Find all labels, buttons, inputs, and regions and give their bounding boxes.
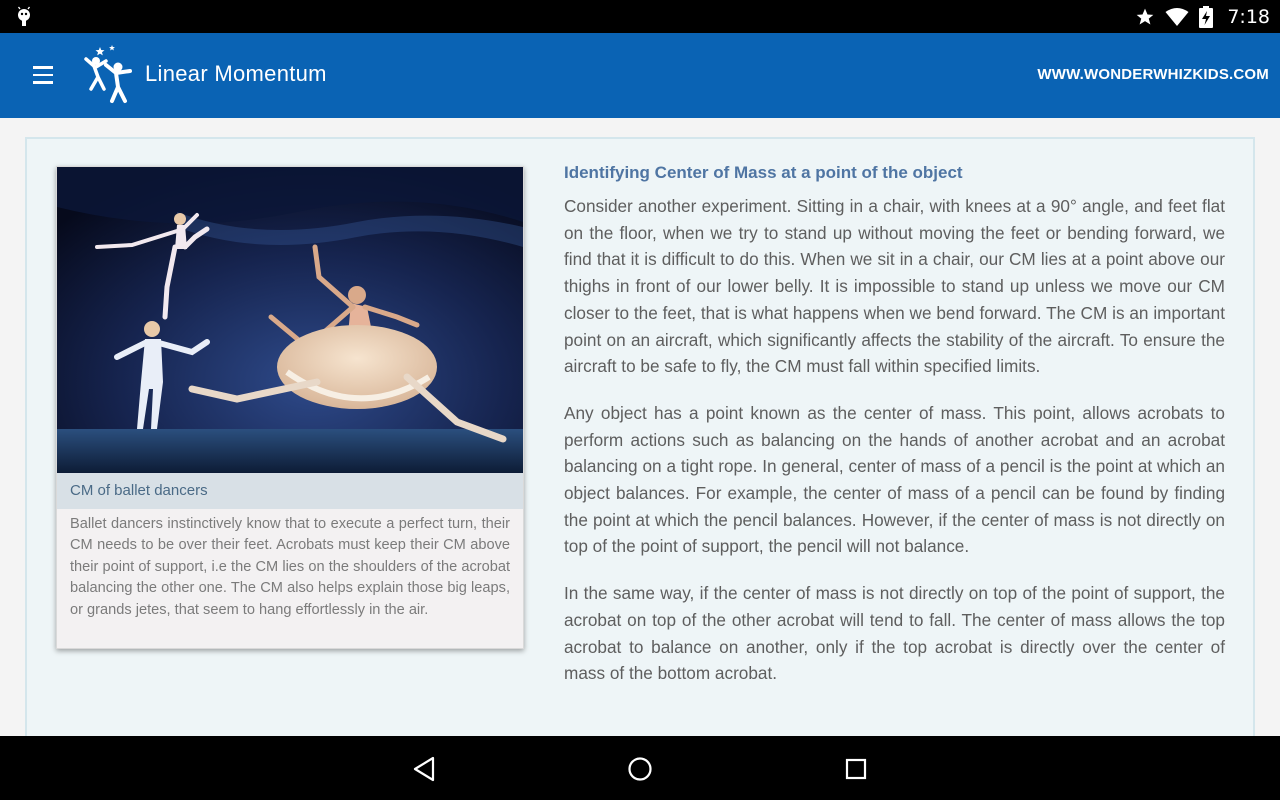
hamburger-menu-icon[interactable]: [33, 66, 53, 84]
app-title: Linear Momentum: [145, 61, 327, 86]
ballet-dancers-photo: [57, 167, 523, 473]
article-card: [25, 137, 1255, 736]
wonderwhizkids-logo: [78, 45, 140, 105]
home-icon[interactable]: [625, 754, 655, 784]
clock: 7:18: [1227, 5, 1270, 28]
section-heading: Identifying Center of Mass at a point of the object: [564, 163, 963, 182]
paragraph-2: Any object has a point known as the center of mass. This point, allows acrobats to perform actions such as balancing on the hands of another acrobat and an acrobat balancing on a tight rope. In general, center of mass of a pencil is the point at which an object balances. For example, the center of mass of a pencil can be found by finding the point at which the pencil balances. However, if the center of mass is not directly on top of the point of support, the pencil will not balance.: [564, 402, 1225, 557]
paragraph-1: Consider another experiment. Sitting in a chair, with knees at a 90° angle, and feet flat on the floor, when we try to stand up without moving the feet or bending forward, we find that it is difficult to do this. When we sit in a chair, our CM lies at a point above our thighs in front of our lower belly. It is impossible to stand up unless we move our CM closer to the feet, that is what happens when we bend forward. The CM is an important point on an aircraft, which significantly affects the stability of the aircraft. To ensure the aircraft to be safe to fly, the CM must fall within specified limits.: [564, 196, 1225, 377]
figure-description: Ballet dancers instinctively know that to execute a perfect turn, their CM needs to be over their feet. Acrobats must keep their CM above their point of support, i.e the CM lies on the shoulders of the acrobat balancing the other one. The CM also helps explain those big leaps, or grands jetes, that seem to hang effortlessly in the air.: [70, 516, 510, 618]
back-icon[interactable]: [409, 754, 439, 784]
android-icon: [14, 6, 34, 28]
navigation-bar: [0, 736, 1280, 800]
battery-charging-icon: [1199, 6, 1213, 28]
wifi-icon: [1165, 7, 1189, 27]
figure-card: [56, 166, 524, 649]
website-link[interactable]: WWW.WONDERWHIZKIDS.COM: [1037, 66, 1269, 83]
recents-icon[interactable]: [841, 754, 871, 784]
figure-caption: CM of ballet dancers: [57, 473, 523, 509]
app-bar: [0, 33, 1280, 118]
status-bar: [0, 0, 1280, 33]
paragraph-3: In the same way, if the center of mass is not directly on top of the point of support, the acrobat on top of the other acrobat will tend to fall. The center of mass allows the top acrobat to balance on another, only if the top acrobat is directly over the center of mass of the bottom acrobat.: [564, 583, 1225, 684]
star-icon: [1135, 7, 1155, 27]
content-area[interactable]: [0, 118, 1280, 736]
